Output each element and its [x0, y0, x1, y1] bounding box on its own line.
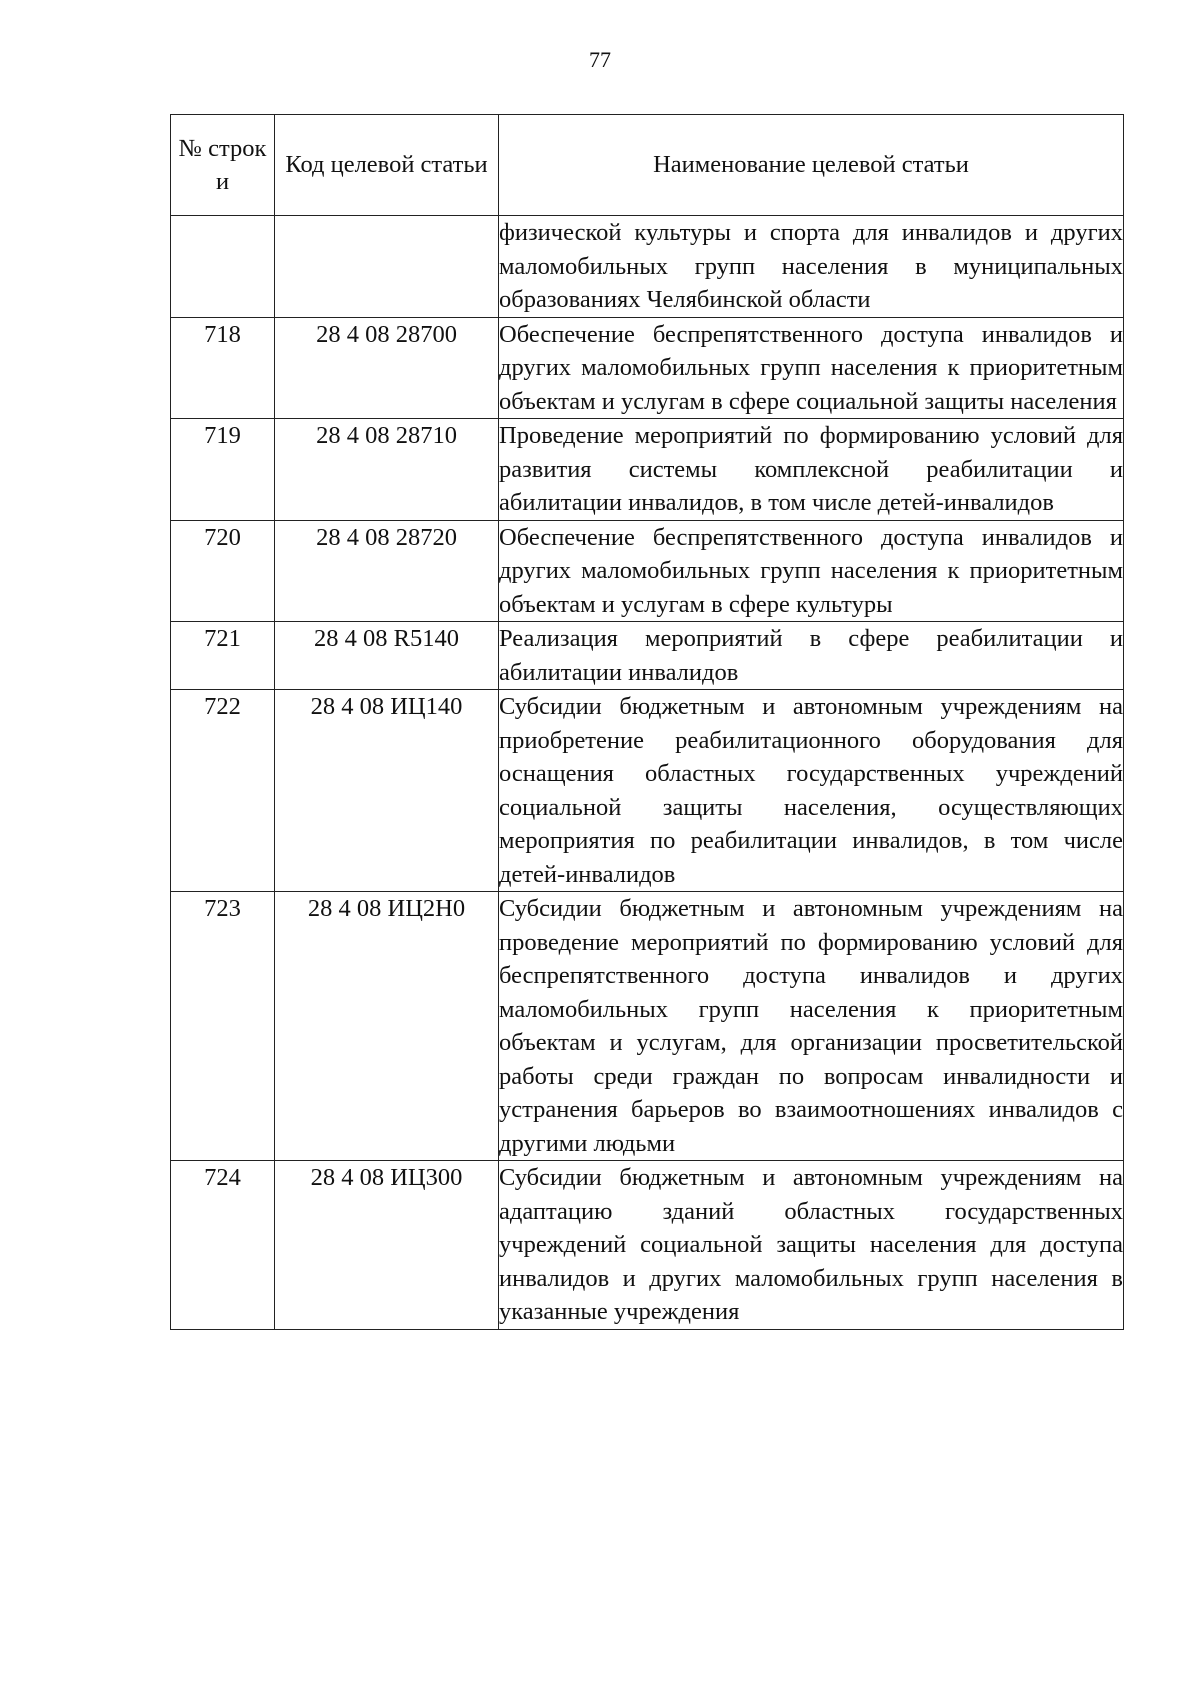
article-name-cell [499, 622, 1124, 690]
row-number-cell: 723 [171, 892, 275, 1161]
table-row [171, 317, 1124, 419]
header-row-number-label: № строк и [178, 134, 267, 195]
article-code-cell: 28 4 08 28710 [275, 419, 499, 521]
article-name-text: Обеспечение беспрепятственного доступа инвалидов и других маломобильных групп населения к приоритетным объектам и услугам в сфере культуры [499, 523, 1123, 618]
table-row [171, 216, 1124, 318]
article-name-cell [499, 892, 1124, 1161]
article-code-cell: 28 4 08 28700 [275, 317, 499, 419]
table-header-row [171, 115, 1124, 216]
table-row [171, 622, 1124, 690]
article-name-cell [499, 690, 1124, 892]
article-name-cell [499, 419, 1124, 521]
page-number: 77 [589, 47, 611, 72]
article-code-cell: 28 4 08 ИЦ140 [275, 690, 499, 892]
article-name-cell [499, 216, 1124, 318]
article-name-text: физической культуры и спорта для инвалидов и других маломобильных групп населения в муниципальных образованиях Челябинской области [499, 219, 1123, 313]
row-number-cell: 722 [171, 690, 275, 892]
article-name-text: Обеспечение беспрепятственного доступа инвалидов и других маломобильных групп населения к приоритетным объектам и услугам в сфере социальной защиты населения [499, 320, 1123, 415]
article-code-cell: 28 4 08 R5140 [275, 622, 499, 690]
header-row-number [171, 115, 275, 216]
header-article-code [275, 115, 499, 216]
header-article-code-label: Код целевой статьи [285, 151, 488, 179]
article-name-text: Субсидии бюджетным и автономным учреждениям на адаптацию зданий областных государственных учреждений социальной защиты населения для доступа инвалидов и других маломобильных групп населения в указанные учреждения [499, 1164, 1123, 1325]
article-name-text: Реализация мероприятий в сфере реабилитации и абилитации инвалидов [499, 625, 1123, 686]
header-article-name-label: Наименование целевой статьи [653, 151, 969, 179]
article-name-cell [499, 1161, 1124, 1330]
article-name-text: Субсидии бюджетным и автономным учреждениям на приобретение реабилитационного оборудования для оснащения областных государственных учреждений социальной защиты населения, осуществляющих мероприятия по реабилитации инвалидов, в том числе детей-инвалидов [499, 693, 1123, 888]
row-number-cell: 720 [171, 520, 275, 622]
row-number-cell: 718 [171, 317, 275, 419]
article-name-text: Субсидии бюджетным и автономным учреждениям на проведение мероприятий по формированию условий для беспрепятственного доступа инвалидов и других маломобильных групп населения к приоритетным объектам и услугам, для организации просветительской работы среди граждан по вопросам инвалидности и устранения барьеров во взаимоотношениях инвалидов с другими людьми [499, 895, 1123, 1157]
article-name-cell [499, 317, 1124, 419]
table-row [171, 690, 1124, 892]
table-row [171, 520, 1124, 622]
table-row [171, 1161, 1124, 1330]
table-row [171, 892, 1124, 1161]
header-article-name [499, 115, 1124, 216]
target-articles-table [170, 114, 1124, 1330]
row-number-cell: 724 [171, 1161, 275, 1330]
article-code-cell: 28 4 08 28720 [275, 520, 499, 622]
row-number-cell: 721 [171, 622, 275, 690]
article-name-cell [499, 520, 1124, 622]
article-name-text: Проведение мероприятий по формированию условий для развития системы комплексной реабилитации и абилитации инвалидов, в том числе детей-инвалидов [499, 422, 1123, 516]
article-code-cell: 28 4 08 ИЦ300 [275, 1161, 499, 1330]
row-number-cell [171, 216, 275, 318]
row-number-cell: 719 [171, 419, 275, 521]
article-code-cell [275, 216, 499, 318]
table-row [171, 419, 1124, 521]
article-code-cell: 28 4 08 ИЦ2Н0 [275, 892, 499, 1161]
